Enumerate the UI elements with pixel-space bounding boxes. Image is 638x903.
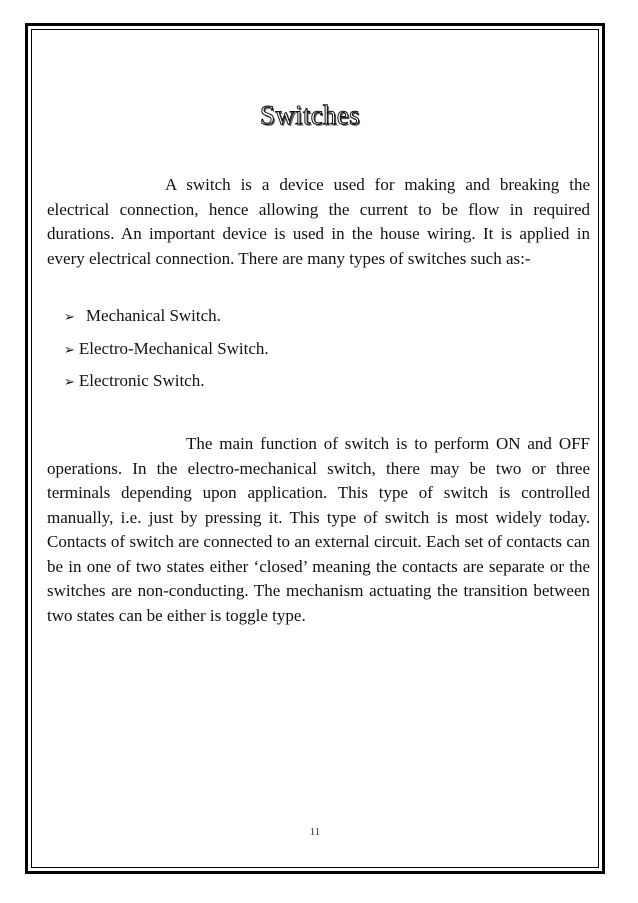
- arrow-bullet-icon: ➢: [64, 342, 75, 358]
- list-item: [64, 369, 269, 402]
- list-item-label: Electronic Switch.: [78, 371, 205, 390]
- intro-paragraph-text: A switch is a device used for making and breaking the electrical connection, hence allowing the current to be flow in required durations. An important device is used in the house wiring. It is applied in every electrical connection. There are many types of switches such as:-: [47, 175, 590, 268]
- intro-paragraph: [47, 173, 590, 271]
- list-item: [64, 304, 269, 337]
- switch-types-list: [64, 304, 269, 402]
- function-paragraph: [47, 432, 590, 628]
- list-item-label: Mechanical Switch.: [85, 306, 221, 325]
- function-paragraph-text: The main function of switch is to perform ON and OFF operations. In the electro-mechanical switch, there may be two or three terminals depending upon application. This type of switch is controlled manually, i.e. just by pressing it. This type of switch is most widely today. Contacts of switch are connected to an external circuit. Each set of contacts can be in one of two states either ‘closed’ meaning the contacts are separate or the switches are non-conducting. The mechanism actuating the transition between two states can be either is toggle type.: [47, 434, 590, 625]
- page-number: 11: [309, 826, 321, 838]
- arrow-bullet-icon: ➢: [64, 375, 75, 390]
- page-title: Switches: [260, 100, 360, 130]
- arrow-bullet-icon: ➢: [64, 310, 75, 325]
- list-item-label: Electro-Mechanical Switch.: [78, 338, 269, 358]
- list-item: [64, 337, 269, 370]
